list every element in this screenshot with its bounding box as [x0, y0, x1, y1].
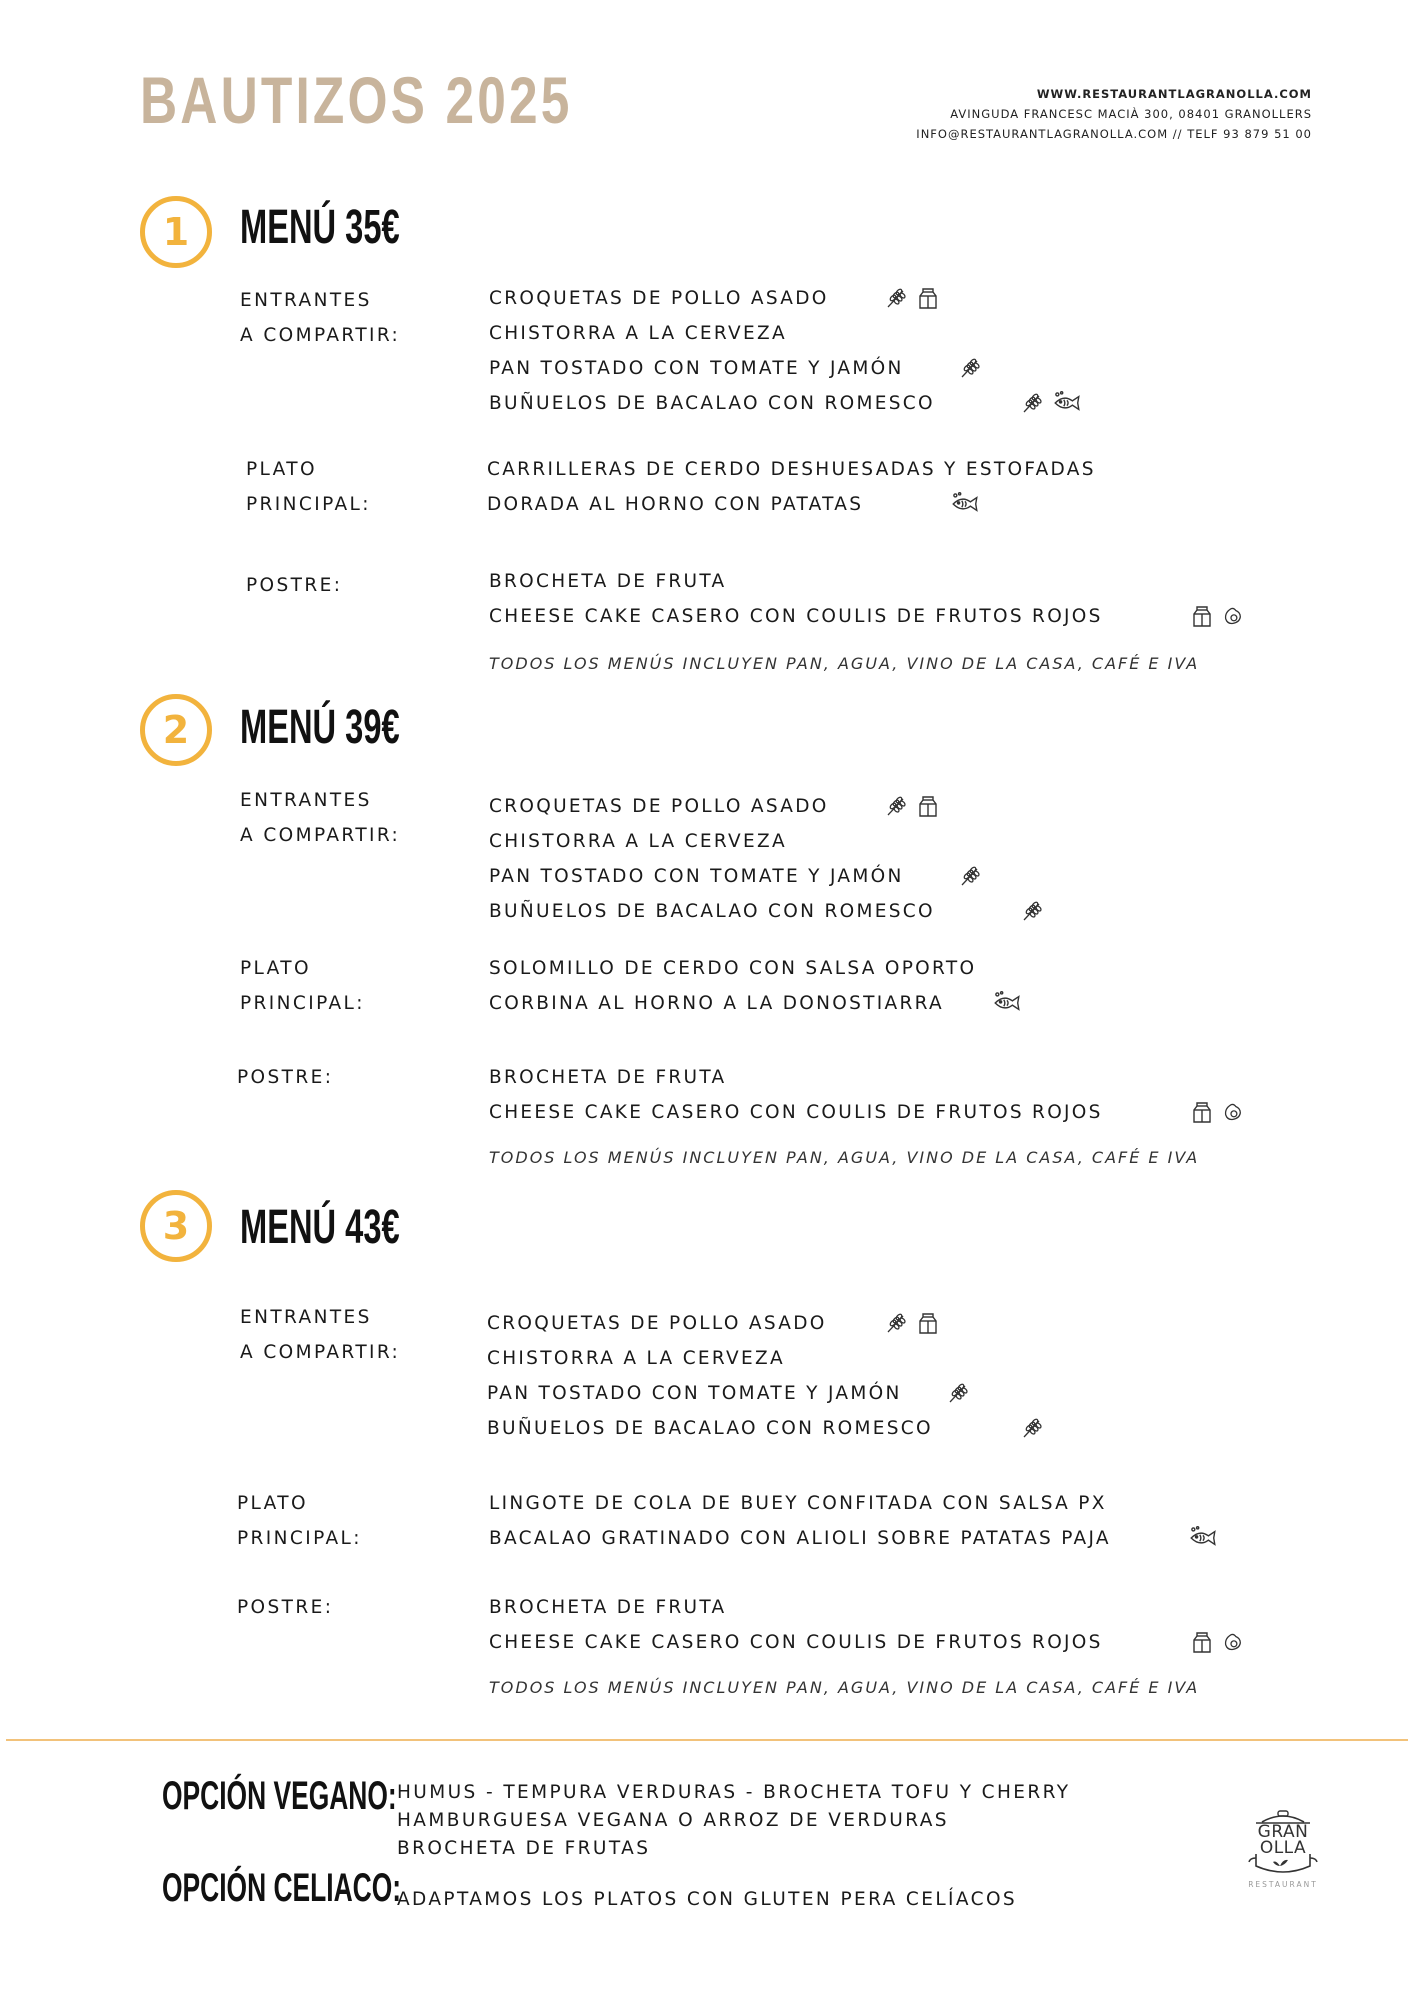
allergen-icons — [992, 990, 1022, 1016]
allergen-icons — [884, 285, 940, 311]
dessert-dish — [489, 1095, 1103, 1130]
page-title: BAUTIZOS 2025 — [140, 63, 573, 137]
milk-icon — [1190, 1629, 1214, 1655]
email-phone: INFO@RESTAURANTLAGRANOLLA.COM // TELF 93 879 51 00 — [916, 127, 1312, 141]
starters-label — [240, 783, 400, 853]
dessert-label: POSTRE: — [246, 575, 343, 596]
starters-label-line: A COMPARTIR: — [240, 1342, 401, 1363]
starter-dish — [487, 1376, 902, 1411]
menu-number-badge: 2 — [140, 694, 212, 766]
main-dish — [489, 1486, 1107, 1521]
dish-name: SOLOMILLO DE CERDO CON SALSA OPORTO — [489, 958, 977, 979]
dessert-dish — [489, 1625, 1103, 1660]
dish-name: CHISTORRA A LA CERVEZA — [489, 831, 787, 852]
gluten-icon — [958, 355, 982, 381]
allergen-icons — [1188, 1525, 1218, 1551]
gluten-icon — [884, 793, 908, 819]
dish-name: CROQUETAS DE POLLO ASADO — [487, 1313, 827, 1334]
main-dish — [487, 452, 1096, 487]
allergen-icons — [884, 793, 940, 819]
logo-text-line1: GRAN — [1257, 1822, 1309, 1842]
main-course-label — [240, 951, 365, 1021]
starter-dish — [489, 824, 787, 859]
allergen-icons — [884, 1310, 940, 1336]
dish-name: CHEESE CAKE CASERO CON COULIS DE FRUTOS ROJOS — [489, 1102, 1103, 1123]
menu-number-badge: 1 — [140, 196, 212, 268]
dish-name: CHISTORRA A LA CERVEZA — [489, 323, 787, 344]
main-course-label-line: PLATO — [246, 459, 317, 480]
allergen-icons — [958, 355, 982, 381]
starters-label-line: A COMPARTIR: — [240, 325, 401, 346]
main-course-label — [237, 1486, 362, 1556]
dessert-label: POSTRE: — [237, 1597, 334, 1618]
starters-label — [240, 283, 400, 353]
dessert-label: POSTRE: — [237, 1067, 334, 1088]
dish-name: BROCHETA DE FRUTA — [489, 1597, 727, 1618]
starter-dish — [489, 386, 935, 421]
gluten-icon — [1020, 390, 1044, 416]
dish-name: BUÑUELOS DE BACALAO CON ROMESCO — [489, 393, 935, 414]
dish-name: PAN TOSTADO CON TOMATE Y JAMÓN — [489, 866, 904, 887]
gluten-icon — [1020, 1415, 1044, 1441]
fish-icon — [950, 491, 980, 517]
starters-label-line: ENTRANTES — [240, 1307, 372, 1328]
starter-dish — [489, 316, 787, 351]
allergen-icons — [1020, 1415, 1044, 1441]
allergen-icons — [1190, 1099, 1244, 1125]
gluten-icon — [884, 285, 908, 311]
menu-includes-note: TODOS LOS MENÚS INCLUYEN PAN, AGUA, VINO DE LA CASA, CAFÉ E IVA — [489, 1678, 1200, 1697]
restaurant-logo — [1240, 1802, 1326, 1892]
allergen-icons — [946, 1380, 970, 1406]
menu-title: MENÚ 35€ — [240, 201, 400, 254]
milk-icon — [1190, 1099, 1214, 1125]
milk-icon — [916, 1310, 940, 1336]
vegan-option-title: OPCIÓN VEGANO: — [162, 1774, 397, 1818]
starters-label — [240, 1300, 400, 1370]
starter-dish — [489, 894, 935, 929]
menu-title: MENÚ 39€ — [240, 701, 400, 754]
dish-name: CROQUETAS DE POLLO ASADO — [489, 288, 829, 309]
main-dish — [489, 951, 976, 986]
starters-label-line: ENTRANTES — [240, 790, 372, 811]
allergen-icons — [1190, 1629, 1244, 1655]
gluten-icon — [1020, 898, 1044, 924]
main-course-label-line: PLATO — [240, 958, 311, 979]
gluten-icon — [958, 863, 982, 889]
celiac-option-text: ADAPTAMOS LOS PLATOS CON GLUTEN PERA CELÍACOS — [397, 1889, 1018, 1910]
divider — [6, 1739, 1408, 1741]
dish-name: BROCHETA DE FRUTA — [489, 571, 727, 592]
fish-icon — [1052, 390, 1082, 416]
vegan-option-line: BROCHETA DE FRUTAS — [397, 1838, 651, 1859]
starters-label-line: ENTRANTES — [240, 290, 372, 311]
logo-text-line2: OLLA — [1259, 1838, 1307, 1858]
vegan-option-line: HUMUS - TEMPURA VERDURAS - BROCHETA TOFU Y CHERRY — [397, 1782, 1071, 1803]
milk-icon — [1190, 603, 1214, 629]
gluten-icon — [946, 1380, 970, 1406]
starter-dish — [487, 1341, 785, 1376]
allergen-icons — [950, 491, 980, 517]
main-course-label-line: PRINCIPAL: — [240, 993, 365, 1014]
menu-includes-note: TODOS LOS MENÚS INCLUYEN PAN, AGUA, VINO DE LA CASA, CAFÉ E IVA — [489, 1148, 1200, 1167]
address: AVINGUDA FRANCESC MACIÀ 300, 08401 GRANOLLERS — [950, 107, 1312, 121]
dessert-dish — [489, 599, 1103, 634]
main-course-label — [246, 452, 371, 522]
main-dish — [489, 1521, 1111, 1556]
allergen-icons — [1020, 390, 1082, 416]
dessert-dish — [489, 1590, 727, 1625]
dish-name: PAN TOSTADO CON TOMATE Y JAMÓN — [489, 358, 904, 379]
celiac-option-title: OPCIÓN CELIACO: — [162, 1866, 402, 1910]
milk-icon — [916, 285, 940, 311]
egg-icon — [1222, 1629, 1244, 1655]
starter-dish — [489, 351, 904, 386]
logo-text-line3: RESTAURANT — [1248, 1880, 1318, 1889]
milk-icon — [916, 793, 940, 819]
menu-number-badge: 3 — [140, 1190, 212, 1262]
vegan-option-list — [397, 1779, 1070, 1863]
starter-dish — [489, 281, 829, 316]
starter-dish — [489, 789, 829, 824]
dish-name: DORADA AL HORNO CON PATATAS — [487, 494, 864, 515]
dish-name: CROQUETAS DE POLLO ASADO — [489, 796, 829, 817]
starter-dish — [487, 1411, 933, 1446]
dish-name: CHEESE CAKE CASERO CON COULIS DE FRUTOS ROJOS — [489, 1632, 1103, 1653]
starter-dish — [487, 1306, 827, 1341]
menu-title: MENÚ 43€ — [240, 1201, 400, 1254]
dish-name: BUÑUELOS DE BACALAO CON ROMESCO — [487, 1418, 933, 1439]
dish-name: BACALAO GRATINADO CON ALIOLI SOBRE PATATAS PAJA — [489, 1528, 1111, 1549]
main-course-label-line: PLATO — [237, 1493, 308, 1514]
egg-icon — [1222, 1099, 1244, 1125]
dish-name: BROCHETA DE FRUTA — [489, 1067, 727, 1088]
dish-name: CORBINA AL HORNO A LA DONOSTIARRA — [489, 993, 944, 1014]
website-link[interactable]: WWW.RESTAURANTLAGRANOLLA.COM — [1036, 87, 1312, 101]
starter-dish — [489, 859, 904, 894]
fish-icon — [992, 990, 1022, 1016]
dish-name: PAN TOSTADO CON TOMATE Y JAMÓN — [487, 1383, 902, 1404]
contact-info — [916, 84, 1312, 144]
fish-icon — [1188, 1525, 1218, 1551]
dish-name: BUÑUELOS DE BACALAO CON ROMESCO — [489, 901, 935, 922]
gluten-icon — [884, 1310, 908, 1336]
main-dish — [487, 487, 863, 522]
main-course-label-line: PRINCIPAL: — [246, 494, 371, 515]
allergen-icons — [1190, 603, 1244, 629]
dish-name: LINGOTE DE COLA DE BUEY CONFITADA CON SALSA PX — [489, 1493, 1107, 1514]
dessert-dish — [489, 564, 727, 599]
dish-name: CHEESE CAKE CASERO CON COULIS DE FRUTOS ROJOS — [489, 606, 1103, 627]
egg-icon — [1222, 603, 1244, 629]
dish-name: CARRILLERAS DE CERDO DESHUESADAS Y ESTOFADAS — [487, 459, 1096, 480]
dessert-dish — [489, 1060, 727, 1095]
allergen-icons — [1020, 898, 1044, 924]
vegan-option-line: HAMBURGUESA VEGANA O ARROZ DE VERDURAS — [397, 1810, 949, 1831]
allergen-icons — [958, 863, 982, 889]
dish-name: CHISTORRA A LA CERVEZA — [487, 1348, 785, 1369]
main-course-label-line: PRINCIPAL: — [237, 1528, 362, 1549]
starters-label-line: A COMPARTIR: — [240, 825, 401, 846]
menu-includes-note: TODOS LOS MENÚS INCLUYEN PAN, AGUA, VINO DE LA CASA, CAFÉ E IVA — [489, 654, 1200, 673]
main-dish — [489, 986, 944, 1021]
